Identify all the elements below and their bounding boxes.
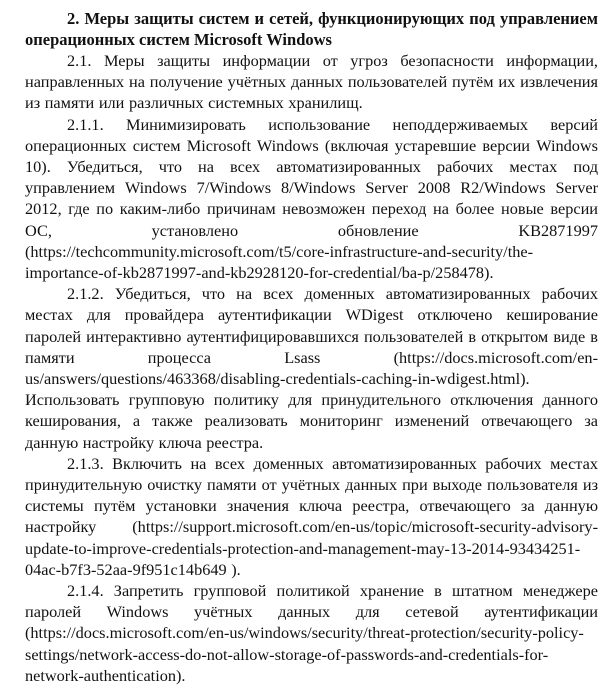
paragraph-2-1-2: 2.1.2. Убедиться, что на всех доменных автоматизированных рабочих местах для провайдера аутентификации WDigest отключено кеширование паролей интерактивно аутентифицировавшихся пользователей в открытом виде в памяти процесса Lsass (https://docs.microsoft.com/en-us/answers/questions/463368/disabling-credentials-caching-in-wdigest.html). Использовать групповую политику для принудительного отключения данного кеширования, а также реализовать мониторинг изменений отвечающего за данную настройку ключа реестра. bbox=[25, 284, 598, 452]
paragraph-2-1: 2.1. Меры защиты информации от угроз безопасности информации, направленных на получение учётных данных пользователей путём их извлечения из памяти или различных системных хранилищ. bbox=[25, 51, 598, 113]
paragraph-2-1-1: 2.1.1. Минимизировать использование неподдерживаемых версий операционных систем Microsoft Windows (включая устаревшие версии Windows 10). Убедиться, что на всех автоматизированных рабочих местах под управлением Windows 7/Windows 8/Windows Server 2008 R2/Windows Server 2012, где по каким-либо причинам невозможен переход на более новые версии ОС, установлено обновление KB2871997 (https://techcommunity.microsoft.com/t5/core-infrastructure-and-security/the-importance-of-kb2871997-and-kb2928120-for-credential/ba-p/258478). bbox=[25, 114, 598, 283]
section-heading: 2. Меры защиты систем и сетей, функционирующих под управлением операционных систем Microsoft Windows bbox=[25, 9, 598, 49]
paragraph-2-1-4: 2.1.4. Запретить групповой политикой хранение в штатном менеджере паролей Windows учётных данных для сетевой аутентификации (https://docs.microsoft.com/en-us/windows/security/threat-protection/security-policy-settings/network-access-do-not-allow-storage-of-passwords-and-credentials-for-network-authentication). bbox=[25, 581, 598, 685]
paragraph-2-1-3: 2.1.3. Включить на всех доменных автоматизированных рабочих местах принудительную очистку памяти от учётных данных при выходе пользователя из системы путём установки значения ключа реестра, отвечающего за данную настройку (https://support.microsoft.com/en-us/topic/microsoft-security-advisory-update-to-improve-credentials-protection-and-management-may-13-2014-93434251-04ac-b7f3-52aa-9f951c14b649 ). bbox=[25, 453, 598, 579]
